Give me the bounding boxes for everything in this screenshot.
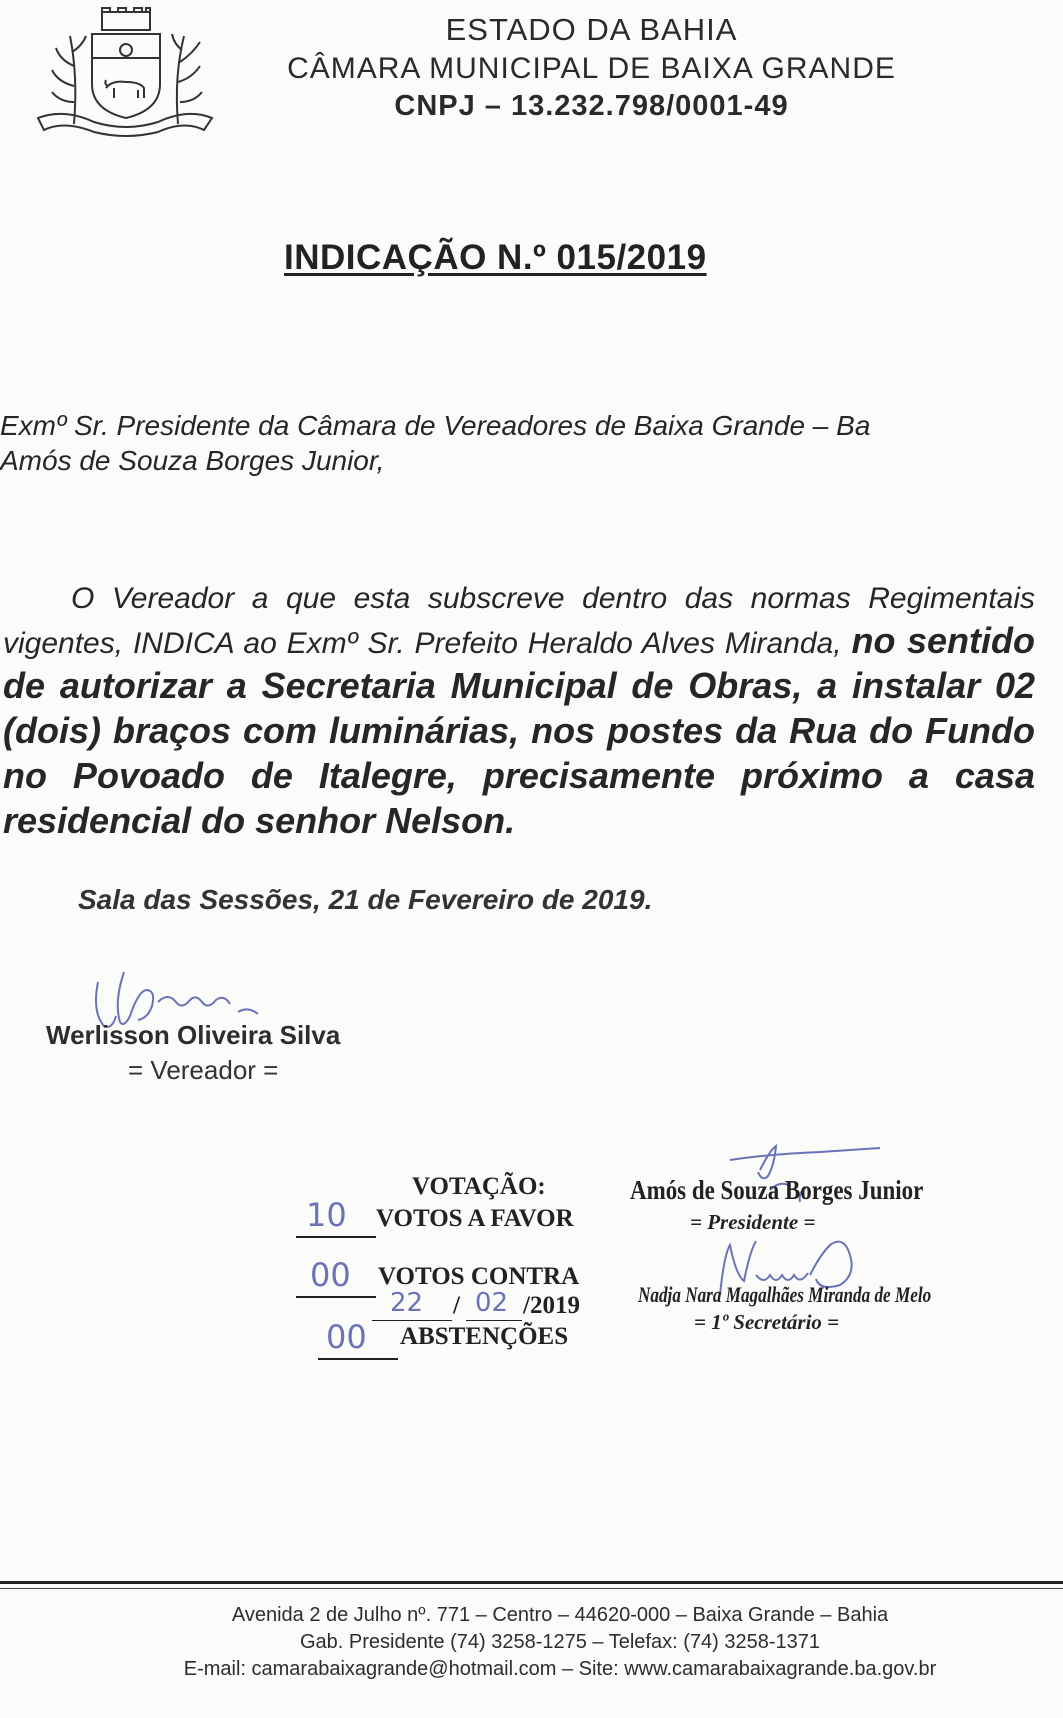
vote-date-month-rule (466, 1320, 522, 1321)
secretary-role: = 1º Secretário = (694, 1310, 840, 1334)
document-title: INDICAÇÃO N.º 015/2019 (284, 238, 707, 277)
addressee-line-1: Exmº Sr. Presidente da Câmara de Vereadores de Baixa Grande – Ba (0, 410, 871, 441)
header-cnpj: CNPJ – 13.232.798/0001-49 (394, 90, 789, 122)
header-chamber-name: CÂMARA MUNICIPAL DE BAIXA GRANDE (287, 52, 896, 85)
footer-address: Avenida 2 de Julho nº. 771 – Centro – 44620-000 – Baixa Grande – Bahia (231, 1604, 889, 1626)
vote-date-day-rule (372, 1320, 452, 1321)
footer-contact: E-mail: camarabaixagrande@hotmail.com – Site: www.camarabaixagrande.ba.gov.br (183, 1658, 937, 1680)
abstentions-count: 00 (326, 1318, 367, 1356)
header-state: ESTADO DA BAHIA (445, 12, 738, 47)
vote-date-year: /2019 (523, 1292, 580, 1319)
session-date: Sala das Sessões, 21 de Fevereiro de 2019. (78, 884, 653, 915)
addressee-line-2: Amós de Souza Borges Junior, (0, 445, 385, 476)
footer-divider (0, 1581, 1063, 1584)
abstentions-label: ABSTENÇÕES (400, 1323, 569, 1350)
president-name: Amós de Souza Borges Junior (630, 1175, 924, 1205)
president-role: = Presidente = (690, 1210, 816, 1234)
abstentions-rule (318, 1358, 398, 1360)
body-part-2: no sentido de autorizar a Secretaria Municipal de Obras, a instalar 02 (dois) braços com luminárias, nos postes da Rua do Fundo no Povoado de Italegre, precisamente próximo a casa residencial do senhor Nelson. (3, 620, 1035, 841)
voting-title: VOTAÇÃO: (412, 1173, 546, 1200)
footer-phones: Gab. Presidente (74) 3258-1275 – Telefax: (74) 3258-1371 (300, 1631, 820, 1653)
vote-date-separator: / (453, 1292, 460, 1319)
body-part-1: O Vereador a que esta subscreve dentro das normas Regimentais vigentes, INDICA ao Exmº Sr. Prefeito Heraldo Alves Miranda, (3, 582, 1035, 660)
vote-date-month: 02 (475, 1288, 509, 1318)
votes-contra-label: VOTOS CONTRA (378, 1263, 580, 1290)
secretary-name: Nadja Nara Magalhães Miranda de Melo (638, 1282, 932, 1307)
votes-contra-count: 00 (310, 1256, 351, 1294)
votes-favor-count: 10 (306, 1196, 347, 1234)
footer-divider-thin (0, 1588, 1063, 1589)
votes-favor-rule (296, 1236, 376, 1238)
votes-contra-rule (296, 1296, 376, 1298)
body-paragraph (3, 578, 1035, 845)
author-role: = Vereador = (128, 1055, 279, 1085)
votes-favor-label: VOTOS A FAVOR (376, 1205, 574, 1232)
author-name: Werlisson Oliveira Silva (46, 1020, 341, 1050)
vote-date-day: 22 (390, 1288, 424, 1318)
